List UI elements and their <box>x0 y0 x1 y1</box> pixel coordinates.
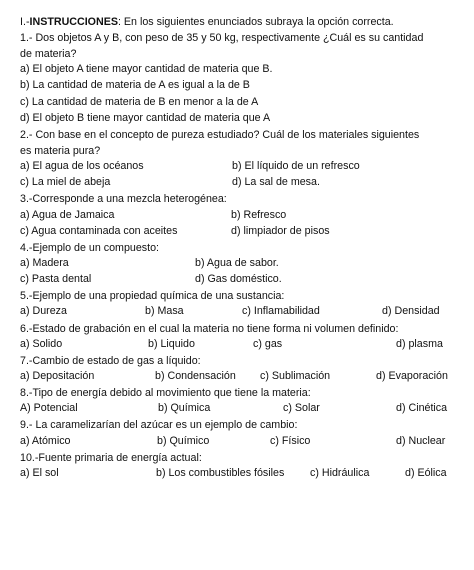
answer-option[interactable]: d) El objeto B tiene mayor cantidad de materia que A <box>20 111 271 124</box>
question-9-options-row <box>20 432 464 448</box>
question-10 <box>20 448 464 480</box>
answer-option[interactable]: b) Liquido <box>148 337 195 350</box>
answer-option[interactable]: c) Sublimación <box>260 369 331 382</box>
answer-option[interactable]: d) plasma <box>396 337 443 350</box>
answer-option[interactable]: c) La miel de abeja <box>20 176 111 189</box>
answer-option[interactable]: b) Agua de sabor. <box>195 256 279 269</box>
answer-option[interactable]: c) Físico <box>270 434 311 447</box>
question-5 <box>20 286 464 318</box>
question-2-prompt: es materia pura? <box>20 144 101 157</box>
question-7-options-row <box>20 367 464 383</box>
answer-option[interactable]: b) Masa <box>145 305 184 318</box>
question-1-options-row <box>20 77 464 93</box>
question-8-options-row <box>20 399 464 415</box>
instructions-prefix: I.- <box>20 15 30 28</box>
answer-option[interactable]: c) Agua contaminada con aceites <box>20 224 178 237</box>
question-6 <box>20 319 464 351</box>
instructions-label: INSTRUCCIONES <box>29 15 118 28</box>
answer-option[interactable]: c) gas <box>253 337 283 350</box>
answer-option[interactable]: a) Depositación <box>20 369 95 382</box>
instructions-heading <box>20 12 464 28</box>
question-7 <box>20 351 464 383</box>
answer-option[interactable]: d) Cinética <box>396 402 448 415</box>
question-2-options-row <box>20 173 464 189</box>
question-5-prompt: 5.-Ejemplo de una propiedad química de una sustancia: <box>20 290 285 303</box>
answer-option[interactable]: a) Agua de Jamaica <box>20 208 115 221</box>
question-1-options-row <box>20 60 464 76</box>
instructions-text: : En los siguientes enunciados subraya la opción correcta. <box>117 15 394 28</box>
answer-option[interactable]: A) Potencial <box>20 402 78 415</box>
question-4-prompt: 4.-Ejemplo de un compuesto: <box>20 241 160 254</box>
question-4 <box>20 238 464 286</box>
question-10-options-row <box>20 464 464 480</box>
answer-option[interactable]: c) La cantidad de materia de B en menor a la de A <box>20 95 259 108</box>
answer-option[interactable]: b) Condensación <box>155 369 236 382</box>
answer-option[interactable]: a) Solido <box>20 337 63 350</box>
answer-option[interactable]: b) La cantidad de materia de A es igual a la de B <box>20 79 250 92</box>
answer-option[interactable]: b) Los combustibles fósiles <box>156 466 285 479</box>
question-3-prompt: 3.-Corresponde a una mezcla heterogénea: <box>20 193 227 206</box>
question-2-prompt: 2.- Con base en el concepto de pureza estudiado? Cuál de los materiales siguientes <box>20 128 420 141</box>
question-8-prompt: 8.-Tipo de energía debido al movimiento que tiene la materia: <box>20 387 311 400</box>
answer-option[interactable]: a) El objeto A tiene mayor cantidad de materia que B. <box>20 63 273 76</box>
answer-option[interactable]: b) El líquido de un refresco <box>232 160 360 173</box>
answer-option[interactable]: a) Madera <box>20 256 69 269</box>
question-8 <box>20 383 464 415</box>
question-1-options-row <box>20 109 464 125</box>
question-5-options-row <box>20 303 464 319</box>
question-4-options-row <box>20 270 464 286</box>
question-2 <box>20 125 464 190</box>
question-1-prompt: de materia? <box>20 48 77 61</box>
question-1-options-row <box>20 93 464 109</box>
answer-option[interactable]: a) El sol <box>20 466 59 479</box>
question-6-options-row <box>20 335 464 351</box>
answer-option[interactable]: d) Densidad <box>382 305 440 318</box>
answer-option[interactable]: c) Solar <box>283 402 320 415</box>
question-9 <box>20 416 464 448</box>
answer-option[interactable]: c) Pasta dental <box>20 273 92 286</box>
question-3 <box>20 190 464 238</box>
answer-option[interactable]: b) Refresco <box>231 208 287 221</box>
answer-option[interactable]: c) Hidráulica <box>310 466 370 479</box>
question-9-prompt: 9.- La caramelizarían del azúcar es un ejemplo de cambio: <box>20 419 298 432</box>
question-list <box>20 28 464 480</box>
answer-option[interactable]: d) Evaporación <box>376 369 448 382</box>
answer-option[interactable]: c) Inflamabilidad <box>242 305 320 318</box>
question-3-options-row <box>20 206 464 222</box>
answer-option[interactable]: b) Químico <box>157 434 210 447</box>
question-6-prompt: 6.-Estado de grabación en el cual la materia no tiene forma ni volumen definido: <box>20 322 399 335</box>
answer-option[interactable]: d) Nuclear <box>396 434 446 447</box>
question-10-prompt: 10.-Fuente primaria de energía actual: <box>20 451 202 464</box>
answer-option[interactable]: d) La sal de mesa. <box>232 176 320 189</box>
question-7-prompt: 7.-Cambio de estado de gas a líquido: <box>20 354 201 367</box>
question-3-options-row <box>20 222 464 238</box>
answer-option[interactable]: d) limpiador de pisos <box>231 224 330 237</box>
answer-option[interactable]: a) Atómico <box>20 434 71 447</box>
question-2-options-row <box>20 157 464 173</box>
question-1-prompt: 1.- Dos objetos A y B, con peso de 35 y 50 kg, respectivamente ¿Cuál es su cantidad <box>20 31 424 44</box>
answer-option[interactable]: d) Eólica <box>405 466 447 479</box>
answer-option[interactable]: a) El agua de los océanos <box>20 160 144 173</box>
answer-option[interactable]: b) Química <box>158 402 211 415</box>
question-1 <box>20 28 464 125</box>
answer-option[interactable]: d) Gas doméstico. <box>195 273 282 286</box>
question-4-options-row <box>20 254 464 270</box>
answer-option[interactable]: a) Dureza <box>20 305 67 318</box>
